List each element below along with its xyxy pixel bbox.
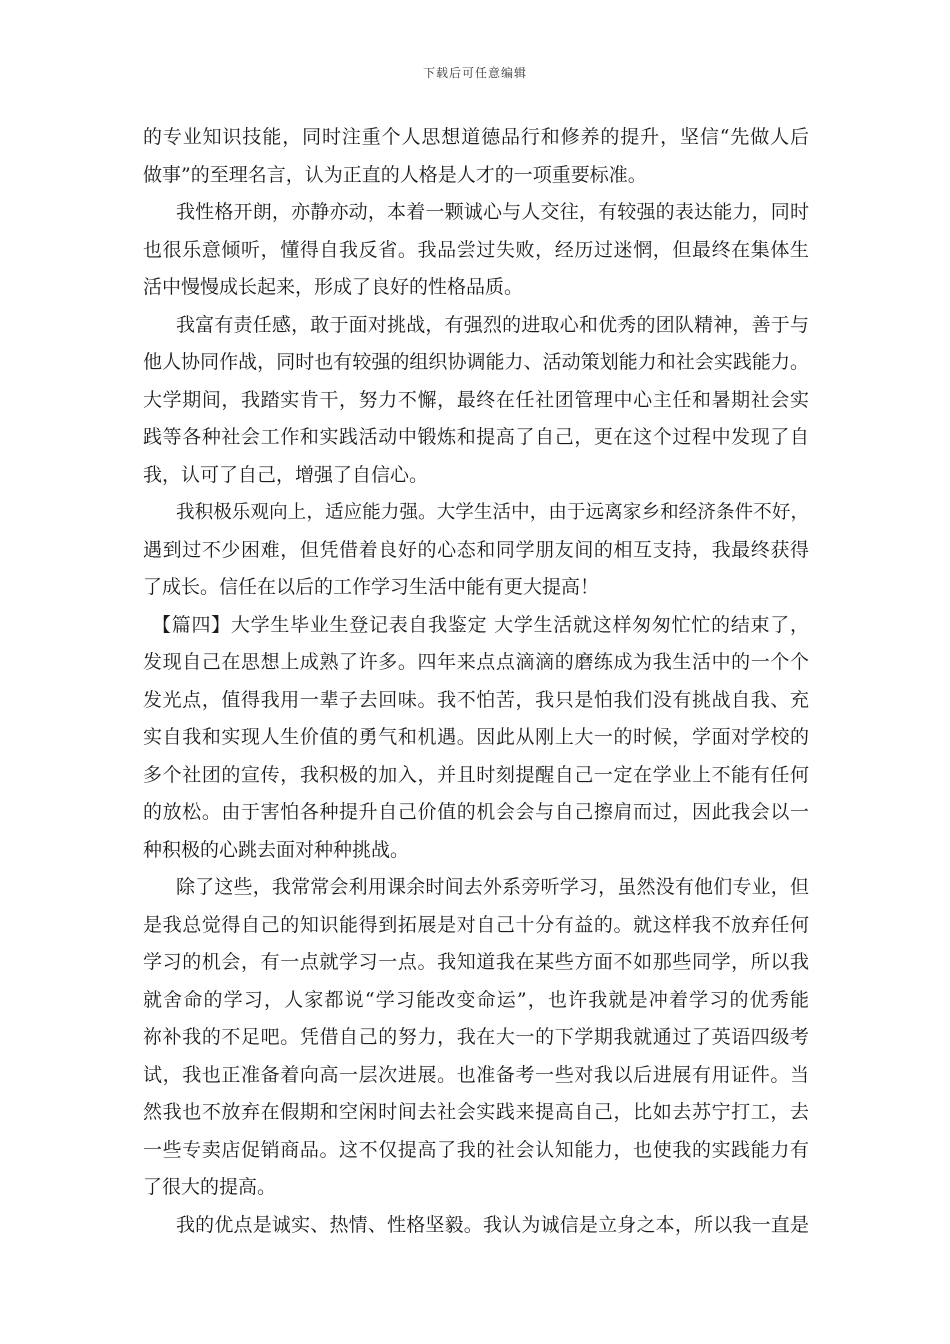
text-line: 我富有责任感，敢于面对挑战，有强烈的进取心和优秀的团队精神，善于与	[176, 313, 809, 336]
text-line: 是我总觉得自己的知识能得到拓展是对自己十分有益的。就这样我不放弃任何	[143, 913, 809, 936]
text-line: 他人协同作战，同时也有较强的组织协调能力、活动策划能力和社会实践能力。	[143, 351, 809, 373]
text-line: 活中慢慢成长起来，形成了良好的性格品质。	[143, 276, 524, 298]
text-line: 祢补我的不足吧。凭借自己的努力，我在大一的下学期我就通过了英语四级考	[143, 1026, 809, 1048]
text-line: 我，认可了自己，增强了自信心。	[143, 463, 429, 486]
page-header: 下载后可任意编辑	[422, 66, 527, 80]
text-line: 我性格开朗，亦静亦动，本着一颗诚心与人交往，有较强的表达能力，同时	[176, 201, 809, 223]
text-line: 发现自己在思想上成熟了许多。四年来点点滴滴的磨练成为我生活中的一个个	[143, 651, 809, 673]
document-body	[143, 119, 809, 1244]
text-line: 多个社团的宣传，我积极的加入，并且时刻提醒自己一定在学业上不能有任何	[143, 763, 809, 786]
text-line: 了成长。信任在以后的工作学习生活中能有更大提高！	[143, 576, 600, 598]
text-line: 实自我和实现人生价值的勇气和机遇。因此从刚上大一的时候，学面对学校的	[143, 726, 809, 748]
text-line: 发光点，值得我用一辈子去回味。我不怕苦，我只是怕我们没有挑战自我、充	[143, 688, 809, 711]
text-line: 一些专卖店促销商品。这不仅提高了我的社会认知能力，也使我的实践能力有	[143, 1138, 809, 1161]
text-line: 践等各种社会工作和实践活动中锻炼和提高了自己，更在这个过程中发现了自	[143, 426, 809, 448]
text-line: 除了这些，我常常会利用课余时间去外系旁听学习，虽然没有他们专业，但	[176, 876, 809, 898]
text-line: 种积极的心跳去面对种种挑战。	[143, 838, 410, 861]
text-line: 就舍命的学习，人家都说“学习能改变命运”，也许我就是冲着学习的优秀能	[143, 988, 809, 1011]
text-line: 我积极乐观向上，适应能力强。大学生活中，由于远离家乡和经济条件不好，	[176, 502, 809, 523]
text-line: 了很大的提高。	[143, 1176, 277, 1198]
text-line: 然我也不放弃在假期和空闲时间去社会实践来提高自己，比如去苏宁打工，去	[143, 1101, 809, 1123]
text-line: 大学期间，我踏实肯干，努力不懈，最终在任社团管理中心主任和暑期社会实	[143, 388, 809, 411]
text-line: 我的优点是诚实、热情、性格坚毅。我认为诚信是立身之本，所以我一直是	[176, 1213, 809, 1236]
text-line: 的专业知识技能，同时注重个人思想道德品行和修养的提升，坚信“先做人后	[143, 126, 809, 148]
text-line: 遇到过不少困难，但凭借着良好的心态和同学朋友间的相互支持，我最终获得	[143, 538, 809, 561]
text-line: 学习的机会，有一点就学习一点。我知道我在某些方面不如那些同学，所以我	[143, 951, 809, 973]
text-line: 试，我也正准备着向高一层次进展。也准备考一些对我以后进展有用证件。当	[143, 1063, 809, 1086]
text-line: 也很乐意倾听，懂得自我反省。我品尝过失败，经历过迷惘，但最终在集体生	[143, 238, 809, 261]
text-line: 【篇四】大学生毕业生登记表自我鉴定 大学生活就这样匆匆忙忙的结束了，	[152, 613, 809, 636]
text-line: 的放松。由于害怕各种提升自己价值的机会会与自己擦肩而过，因此我会以一	[143, 801, 809, 823]
text-line: 做事”的至理名言，认为正直的人格是人才的一项重要标准。	[143, 163, 647, 186]
